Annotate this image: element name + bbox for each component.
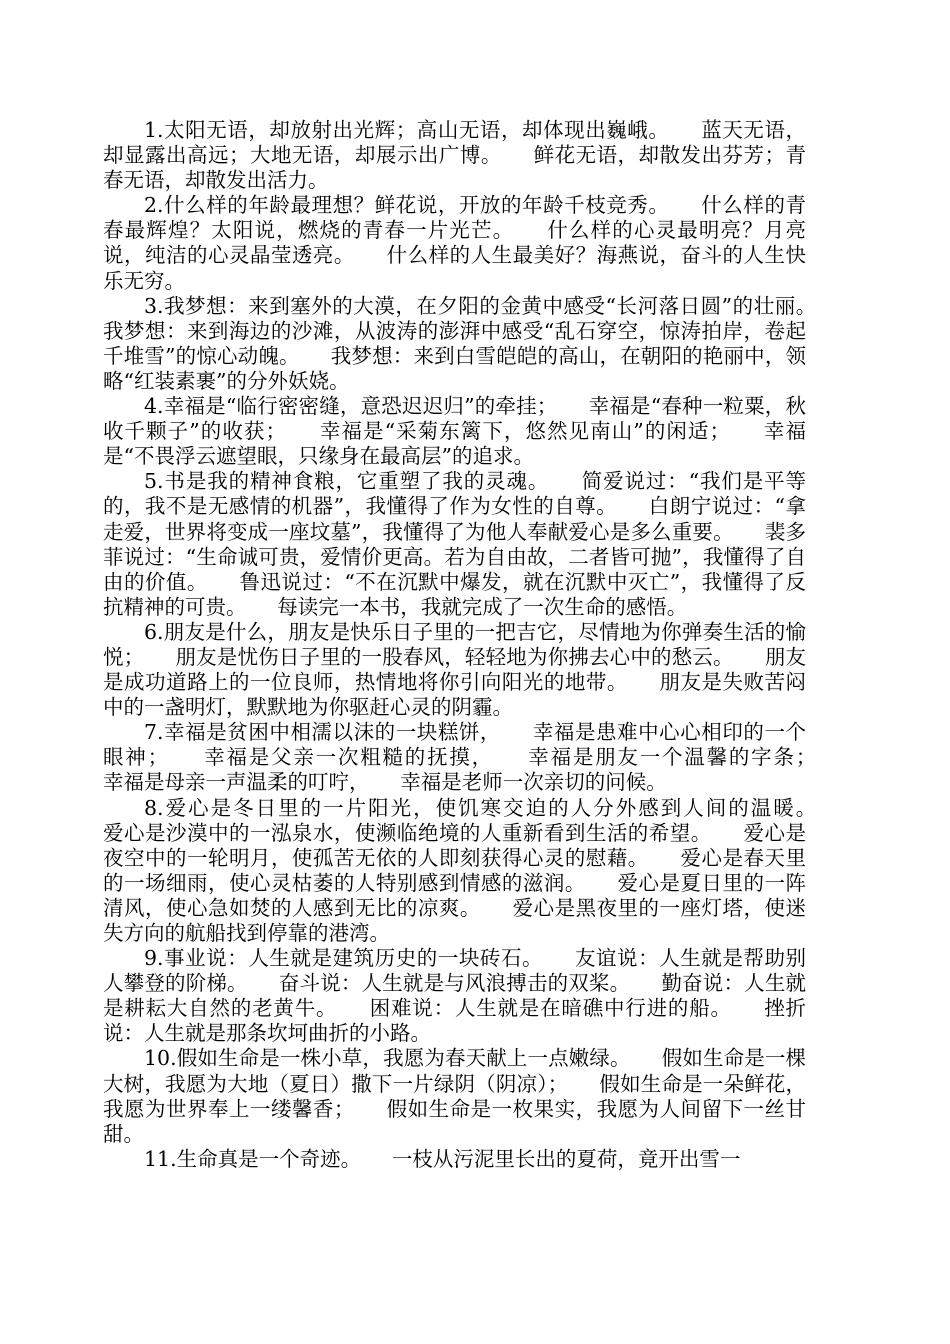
paragraph-10: 10.假如生命是一株小草，我愿为春天献上一点嫩绿。 假如生命是一棵大树，我愿为大地（夏日）撒下一片绿阴（阴凉）； 假如生命是一朵鲜花，我愿为世界奉上一缕馨香； 假如生命是一枚果实，我愿为人间留下一丝甘甜。 <box>103 1046 806 1146</box>
paragraph-3: 3.我梦想：来到塞外的大漠，在夕阳的金黄中感受“长河落日圆”的壮丽。 我梦想：来到海边的沙滩，从波涛的澎湃中感受“乱石穿空，惊涛拍岸，卷起千堆雪”的惊心动魄。 我梦想：来到白雪皑皑的高山，在朝阳的艳丽中，领略“红装素裹”的分外妖娆。 <box>103 293 847 393</box>
paragraph-5: 5.书是我的精神食粮，它重塑了我的灵魂。 简爱说过：“我们是平等的，我不是无感情的机器”，我懂得了作为女性的自尊。 白朗宁说过：“拿走爱，世界将变成一座坟墓”，我懂得了为他人奉献爱心是多么重要。 裴多菲说过：“生命诚可贵，爱情价更高。若为自由故，二者皆可抛”，我懂得了自由的价值。 鲁迅说过：“不在沉默中爆发，就在沉默中灭亡”，我懂得了反抗精神的可贵。 每读完一本书，我就完成了一次生命的感悟。 <box>103 469 806 619</box>
paragraph-4: 4.幸福是“临行密密缝，意恐迟迟归”的牵挂； 幸福是“春种一粒粟，秋收千颗子”的收获； 幸福是“采菊东篱下，悠然见南山”的闲适； 幸福是“不畏浮云遮望眼，只缘身在最高层”的追求。 <box>103 394 806 469</box>
paragraph-2: 2.什么样的年龄最理想？鲜花说，开放的年龄千枝竞秀。 什么样的青春最辉煌？太阳说，燃烧的青春一片光芒。 什么样的心灵最明亮？月亮说，纯洁的心灵晶莹透亮。 什么样的人生最美好？海燕说，奋斗的人生快乐无穷。 <box>103 193 806 293</box>
paragraph-11: 11.生命真是一个奇迹。 一枝从污泥里长出的夏荷，竟开出雪一 <box>144 1146 741 1171</box>
paragraph-8: 8.爱心是冬日里的一片阳光，使饥寒交迫的人分外感到人间的温暖。 爱心是沙漠中的一泓泉水，使濒临绝境的人重新看到生活的希望。 爱心是夜空中的一轮明月，使孤苦无依的人即刻获得心灵的慰藉。 爱心是春天里的一场细雨，使心灵枯萎的人特别感到情感的滋润。 爱心是夏日里的一阵清风，使心急如焚的人感到无比的凉爽。 爱心是黑夜里的一座灯塔，使迷失方向的航船找到停靠的港湾。 <box>103 795 847 945</box>
paragraph-6: 6.朋友是什么，朋友是快乐日子里的一把吉它，尽情地为你弹奏生活的愉悦； 朋友是忧伤日子里的一股春风，轻轻地为你拂去心中的愁云。 朋友是成功道路上的一位良师，热情地将你引向阳光的地带。 朋友是失败苦闷中的一盏明灯，默默地为你驱赶心灵的阴霾。 <box>103 619 806 720</box>
paragraph-1: 1.太阳无语，却放射出光辉；高山无语，却体现出巍峨。 蓝天无语，却显露出高远；大地无语，却展示出广博。 鲜花无语，却散发出芬芳；青春无语，却散发出活力。 <box>103 118 806 193</box>
document-body <box>103 118 847 1172</box>
paragraph-9: 9.事业说：人生就是建筑历史的一块砖石。 友谊说：人生就是帮助别人攀登的阶梯。 奋斗说：人生就是与风浪搏击的双桨。 勤奋说：人生就是耕耘大自然的老黄牛。 困难说：人生就是在暗礁中行进的船。 挫折说：人生就是那条坎坷曲折的小路。 <box>103 946 806 1046</box>
paragraph-7: 7.幸福是贫困中相濡以沫的一块糕饼， 幸福是患难中心心相印的一个眼神； 幸福是父亲一次粗糙的抚摸， 幸福是朋友一个温馨的字条； 幸福是母亲一声温柔的叮咛， 幸福是老师一次亲切的问候。 <box>103 720 847 795</box>
